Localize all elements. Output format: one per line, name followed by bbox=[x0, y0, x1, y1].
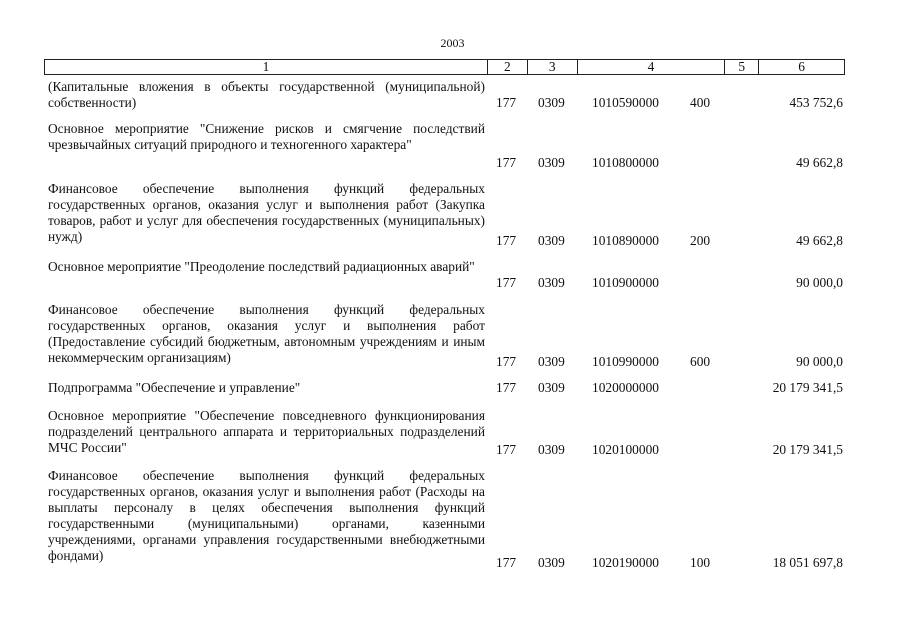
row-description: Основное мероприятие "Преодоление последствий радиационных аварий" bbox=[48, 259, 475, 274]
row-amount: 20 179 341,5 bbox=[772, 442, 843, 457]
table-header bbox=[44, 59, 845, 75]
row-amount: 49 662,8 bbox=[796, 155, 843, 170]
row-type: 200 bbox=[690, 233, 711, 248]
row-type: 600 bbox=[690, 354, 711, 369]
row-amount: 20 179 341,5 bbox=[772, 380, 843, 395]
row-section: 0309 bbox=[538, 95, 565, 110]
row-chapter: 177 bbox=[496, 354, 517, 369]
row-amount: 90 000,0 bbox=[796, 275, 843, 290]
row-description: Финансовое обеспечение выполнения функций федеральных государственных органов, оказания услуг и выполнения работ (Закупка товаров, работ и услуг для обеспечения государственных (муниципальных) нужд) bbox=[48, 181, 485, 244]
row-section: 0309 bbox=[538, 233, 565, 248]
row-description: Подпрограмма "Обеспечение и управление" bbox=[48, 380, 301, 395]
row-target: 1020000000 bbox=[592, 380, 659, 395]
header-col-3: 3 bbox=[528, 60, 578, 74]
row-amount: 453 752,6 bbox=[789, 95, 843, 110]
row-section: 0309 bbox=[538, 380, 565, 395]
row-chapter: 177 bbox=[496, 555, 517, 570]
row-description: Финансовое обеспечение выполнения функций федеральных государственных органов, оказания услуг и выполнения работ (Предоставление субсидий бюджетным, автономным учреждениям и иным некоммерческим организациям) bbox=[48, 302, 485, 365]
header-col-5: 5 bbox=[725, 60, 759, 74]
header-col-6: 6 bbox=[798, 59, 805, 74]
row-chapter: 177 bbox=[496, 233, 517, 248]
row-amount: 90 000,0 bbox=[796, 354, 843, 369]
row-type: 400 bbox=[690, 95, 711, 110]
row-target: 1010990000 bbox=[592, 354, 659, 369]
row-target: 1020190000 bbox=[592, 555, 659, 570]
row-description: Основное мероприятие "Снижение рисков и смягчение последствий чрезвычайных ситуаций природного и техногенного характера" bbox=[48, 121, 485, 152]
row-section: 0309 bbox=[538, 555, 565, 570]
row-chapter: 177 bbox=[496, 442, 517, 457]
header-col-4: 4 bbox=[578, 60, 726, 74]
header-col-1: 1 bbox=[45, 60, 488, 74]
row-chapter: 177 bbox=[496, 380, 517, 395]
row-chapter: 177 bbox=[496, 95, 517, 110]
row-section: 0309 bbox=[538, 354, 565, 369]
header-col-2: 2 bbox=[488, 60, 528, 74]
row-target: 1010590000 bbox=[592, 95, 659, 110]
row-chapter: 177 bbox=[496, 155, 517, 170]
row-description: (Капитальные вложения в объекты государственной (муниципальной) собственности) bbox=[48, 79, 485, 110]
row-target: 1010800000 bbox=[592, 155, 659, 170]
row-section: 0309 bbox=[538, 442, 565, 457]
page-number: 2003 bbox=[440, 36, 465, 50]
row-target: 1010900000 bbox=[592, 275, 659, 290]
row-target: 1020100000 bbox=[592, 442, 659, 457]
row-target: 1010890000 bbox=[592, 233, 659, 248]
row-description: Финансовое обеспечение выполнения функций федеральных государственных органов, оказания услуг и выполнения работ (Расходы на выплаты персоналу в целях обеспечения выполнения функций государственными (муниципальными) органами, казенными учреждениями, органами управления государственными внебюджетными фондами) bbox=[48, 468, 485, 563]
row-description: Основное мероприятие "Обеспечение повседневного функционирования подразделений центрального аппарата и территориальных подразделений МЧС России" bbox=[48, 408, 485, 455]
row-amount: 18 051 697,8 bbox=[772, 555, 843, 570]
row-type: 100 bbox=[690, 555, 711, 570]
row-section: 0309 bbox=[538, 275, 565, 290]
row-chapter: 177 bbox=[496, 275, 517, 290]
row-section: 0309 bbox=[538, 155, 565, 170]
row-amount: 49 662,8 bbox=[796, 233, 843, 248]
